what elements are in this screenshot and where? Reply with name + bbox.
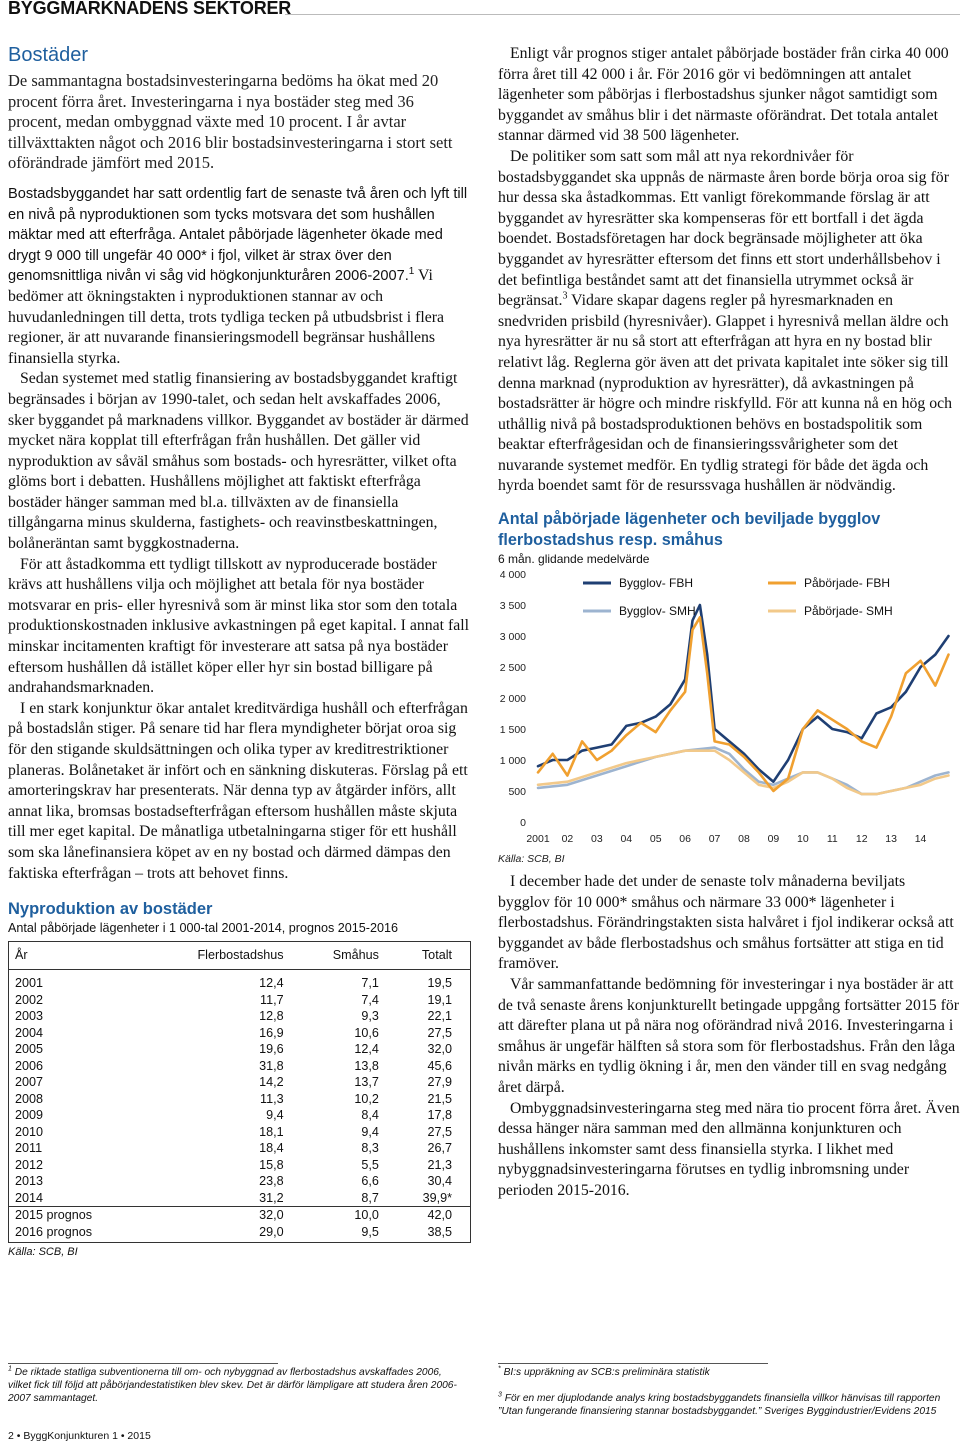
y-tick-label: 2 500 <box>499 662 526 675</box>
table-row <box>9 1091 471 1108</box>
table-header-total: Totalt <box>397 942 471 970</box>
legend-label-1: Påbörjade- FBH <box>804 576 891 591</box>
cell-year: 2005 <box>15 1042 44 1057</box>
cell-total: 27,5 <box>427 1124 452 1139</box>
y-tick-label: 1 500 <box>499 724 526 737</box>
x-tick-label: 14 <box>914 833 927 846</box>
x-tick-label: 07 <box>708 833 721 846</box>
footnote-ref-1: 1 <box>408 266 415 278</box>
x-tick-label: 10 <box>797 833 809 846</box>
footnote-ref-3: 3 <box>562 290 568 302</box>
y-tick-label: 500 <box>508 786 526 799</box>
cell-smh: 8,3 <box>361 1141 379 1156</box>
cell-year: 2012 <box>15 1157 44 1172</box>
cell-fbh: 14,2 <box>259 1075 284 1090</box>
housing-table <box>8 941 471 1243</box>
right-paragraph-5: Ombyggnadsinvesteringarna steg med nära tio procent förra året. Även dessa hänger nära samman med den allmänna konjunkturen och hushållens inkomster samt dess finansiella styrka. I likhet med nybyggnadsinvesteringarna förutses en tydlig inbromsning under perioden 2015-2016. <box>498 1099 960 1199</box>
series-line-1 <box>538 617 949 791</box>
paragraph-1 <box>8 184 470 369</box>
table-row <box>9 1058 471 1075</box>
table-row <box>9 1074 471 1091</box>
legend-label-0: Bygglov- FBH <box>619 576 694 591</box>
section-title: BYGGMARKNADENS SEKTORER <box>8 0 292 18</box>
chart-subtitle: 6 mån. glidande medelvärde <box>498 552 650 567</box>
cell-smh: 7,4 <box>361 992 379 1007</box>
cell-year: 2009 <box>15 1108 44 1123</box>
cell-year: 2001 <box>15 976 44 991</box>
x-tick-label: 04 <box>620 833 633 846</box>
right-paragraph-2-part-a: De politiker som satt som mål att nya rekordnivåer för bostadsbyggandet ska uppnås de närmaste åren borde börja oroa sig för hur dessa ska åstadkommas. Ett vanligt förekommande förslag är att byggandet av hyresrätter ska kompenseras för ett bortfall i det ägda boendet. Bostadsföretagen har dock begränsade möjligheter att öka byggandet av hyresrätter eftersom det finns ett stort underhållsbehov i det befintliga beståndet samt att det finansiella utrymmet också är begränsat. <box>498 147 949 310</box>
y-tick-label: 2 000 <box>499 693 526 706</box>
cell-smh: 5,5 <box>361 1157 379 1172</box>
table-row <box>9 1140 471 1157</box>
table-row <box>9 1107 471 1124</box>
table-subtitle: Antal påbörjade lägenheter i 1 000-tal 2001-2014, prognos 2015-2016 <box>8 921 399 936</box>
lead-paragraph: De sammantagna bostadsinvesteringarna bedöms ha ökat med 20 procent förra året. Investeringarna i nya bostäder steg med 36 procent, medan ombyggnad växte med 10 procent. I år avtar tillväxttakten något och 2016 blir bostadsinvesteringarna i stort sett oförändrade jämfört med 2015. <box>8 71 453 173</box>
table-header-smh: Småhus <box>302 942 397 970</box>
y-tick-label: 1 000 <box>499 755 526 768</box>
cell-year: 2014 <box>15 1190 44 1205</box>
cell-total: 39,9* <box>422 1190 452 1205</box>
x-tick-label: 03 <box>591 833 603 846</box>
cell-fbh: 31,8 <box>259 1058 284 1073</box>
table-body <box>9 970 471 1243</box>
cell-smh: 10,2 <box>354 1091 379 1106</box>
cell-fbh: 12,8 <box>259 1009 284 1024</box>
cell-fbh: 29,0 <box>259 1224 284 1239</box>
table-row <box>9 1008 471 1025</box>
table-header-fbh: Flerbostadshus <box>150 942 301 970</box>
cell-year: 2007 <box>15 1075 44 1090</box>
cell-total: 26,7 <box>427 1141 452 1156</box>
x-tick-label: 11 <box>826 833 838 846</box>
footnote-3-text: För en mer djuplodande analys kring bostadsbyggandets finansiella villkor hänvisas till rapporten ”Utan fungerande finansiering stannar bostadsbyggandet.” Sveriges Byggindustrier/Evidens 2015 <box>498 1393 941 1417</box>
right-paragraph-2 <box>498 147 960 497</box>
table-row <box>9 1041 471 1058</box>
x-tick-label: 09 <box>767 833 780 846</box>
footnote-star-text: BI:s uppräkning av SCB:s preliminära statistik <box>503 1367 710 1378</box>
cell-year: 2004 <box>15 1025 44 1040</box>
right-paragraph-3: I december hade det under de senaste tolv månaderna beviljats bygglov för 10 000* småhus och närmare 33 000* lägenheter i flerbostadshus. Förändringstakten sista halvåret i fjol indikerar också att byggandet av både flerbostadshus och småhus fortsätter att stiga en tid framöver. <box>498 873 954 973</box>
cell-smh: 8,7 <box>361 1190 379 1205</box>
cell-fbh: 18,4 <box>259 1141 284 1156</box>
paragraph-1-part-a: Bostadsbyggandet har satt ordentlig fart de senaste två åren och lyft till en nivå på nyproduktionen som tycks motsvara det som hushållen mäktar med att efterfråga. <box>8 185 468 244</box>
table-header-row <box>9 942 471 970</box>
cell-year: 2015 prognos <box>9 1207 151 1224</box>
cell-year: 2013 <box>15 1174 44 1189</box>
heading-bostader: Bostäder <box>8 44 89 66</box>
cell-total: 27,9 <box>427 1075 452 1090</box>
cell-year: 2006 <box>15 1058 44 1073</box>
cell-smh: 6,6 <box>361 1174 379 1189</box>
paragraph-1-part-c: Vi bedömer att ökningstakten i nyproduktionen stannar av och huvudanledningen till detta, trots tydliga tecken på utbudsbrist i flera regioner, är att nuvarande finansieringsmodell begränsar hushållens finansiella styrka. <box>8 267 445 367</box>
table-row <box>9 1157 471 1174</box>
top-rule <box>285 14 960 15</box>
cell-fbh: 11,3 <box>260 1091 284 1106</box>
cell-smh: 10,0 <box>302 1207 397 1224</box>
right-column <box>498 44 960 1202</box>
y-tick-label: 3 500 <box>499 600 526 613</box>
cell-total: 27,5 <box>427 1025 452 1040</box>
cell-fbh: 15,8 <box>259 1157 284 1172</box>
footnote-3-marker: 3 <box>498 1391 502 1399</box>
y-tick-label: 4 000 <box>499 569 526 582</box>
cell-smh: 13,8 <box>354 1058 379 1073</box>
cell-fbh: 23,8 <box>259 1174 284 1189</box>
cell-total: 22,1 <box>427 1009 452 1024</box>
cell-year: 2002 <box>15 992 44 1007</box>
cell-smh: 10,6 <box>354 1025 379 1040</box>
paragraph-3: För att åstadkomma ett tydligt tillskott av nyproducerade bostäder krävs att hushållens vilja och möjlighet att betala för nya bostäder motsvarar en pris- eller hyresnivå som är minst lika stor som den totala produktionskostnaden inklusive avkastningen på eget kapital. I annat fall minskar incitamenten kraftigt för investerare att satsa på nya bostäder eftersom hushållen då istället köper eller hyr sin bostad billigare på andrahandsmarknaden. <box>8 555 470 697</box>
cell-smh: 9,5 <box>361 1224 379 1239</box>
footnote-1 <box>8 1366 463 1405</box>
table-row <box>9 1124 471 1141</box>
footnote-1-marker: 1 <box>8 1365 12 1373</box>
chart-title: Antal påbörjade lägenheter och beviljade bygglov flerbostadshus resp. småhus <box>498 510 881 550</box>
cell-fbh: 32,0 <box>150 1207 301 1224</box>
cell-total: 19,5 <box>427 976 452 991</box>
chart-source: Källa: SCB, BI <box>498 853 565 866</box>
footnote-star <box>498 1366 953 1379</box>
y-tick-label: 0 <box>520 817 526 830</box>
cell-smh: 7,1 <box>361 976 379 991</box>
cell-smh: 9,4 <box>361 1124 379 1139</box>
cell-fbh: 18,1 <box>259 1124 284 1139</box>
table-row <box>9 1224 471 1243</box>
table-source: Källa: SCB, BI <box>8 1246 78 1259</box>
legend-label-3: Påbörjade- SMH <box>804 604 893 619</box>
cell-fbh: 9,4 <box>266 1108 284 1123</box>
x-tick-label: 02 <box>561 833 574 846</box>
cell-fbh: 19,6 <box>259 1042 284 1057</box>
paragraph-2: Sedan systemet med statlig finansiering av bostadsbyggandet kraftigt begränsades i början av 1990-talet, och sedan helt avskaffades 2006, sker byggandet på marknadens villkor. Byggandet av bostäder är därmed mycket nära kopplat till efterfrågan från hushållen. Det gäller vid nyproduktion av såväl småhus som bostads- och hyresrätter, vilket ofta glöms bort i debatten. Hushållens möjlighet att faktiskt efterfråga bostäder hänger samman med bl.a. tillväxten av de finansiella tillgångarna minus skulderna, fastighets- och reavinstbeskattningen, bolåneräntan samt byggkostnaderna. <box>8 370 469 553</box>
right-paragraph-2-part-b: Vidare skapar dagens regler på hyresmarknaden en snedvriden prisbild (hyresnivåer). Glappet i hyresnivå mellan äldre och nya hyresrätter är nu så stort att efterfrågan att hyra en ny bostad blir relativt låg. Reglerna gör även att det privata kapitalet inte söker sig till denna marknad (nyproduktion av hyresrätter), då avkastningen på bostadsrätter är högre och mindre riskfylld. För att kunna nå en hög och uthållig nivå på bostadsproduktionen behövs en bostadspolitik som beaktar efterfrågesidan och de finansieringssvårigheter som det nuvarande systemet medför. En tydlig strategi för både det ägda och hyrda boendet samt för de resurssvaga hushållen är nödvändig. <box>498 292 953 495</box>
footnote-rule-right <box>498 1363 768 1364</box>
cell-smh: 8,4 <box>361 1108 379 1123</box>
footnote-1-text: De riktade statliga subventionerna till om- och nybyggnad av flerbostadshus avskaffades 2006, vilket fick till följd att påbörjandestatistiken blev skev. Det är därför lämpligare att studera åren 2006-2007 sammantaget. <box>8 1367 457 1404</box>
left-column <box>8 44 470 1258</box>
cell-total: 38,5 <box>427 1224 452 1239</box>
footnote-3 <box>498 1392 953 1418</box>
cell-fbh: 12,4 <box>259 976 284 991</box>
paragraph-1-part-b: Antalet påbörjade lägenheter ökade med drygt 9 000 till ungefär 40 000* i fjol, vilket är strax över den genomsnittliga nivån vi såg vid högkonjunkturåren 2006-2007. <box>8 227 443 285</box>
cell-year: 2011 <box>15 1141 43 1156</box>
cell-total: 42,0 <box>397 1207 471 1224</box>
legend-label-2: Bygglov- SMH <box>619 604 696 619</box>
cell-smh: 13,7 <box>354 1075 379 1090</box>
table-header-year: År <box>9 942 151 970</box>
page-footer: 2 • ByggKonjunkturen 1 • 2015 <box>8 1430 151 1442</box>
table-row <box>9 1025 471 1042</box>
x-tick-label: 05 <box>649 833 662 846</box>
cell-total: 30,4 <box>427 1174 452 1189</box>
x-tick-label: 08 <box>738 833 750 846</box>
line-chart <box>498 566 960 866</box>
table-row <box>9 1207 471 1224</box>
cell-year: 2010 <box>15 1124 44 1139</box>
x-tick-label: 13 <box>885 833 897 846</box>
cell-fbh: 11,7 <box>260 992 284 1007</box>
footnote-rule-left <box>8 1363 278 1364</box>
paragraph-4: I en stark konjunktur ökar antalet kreditvärdiga hushåll och efterfrågan på bostadslån stiger. På senare tid har flera myndigheter börjat oroa sig för den stigande skuldsättningen och olika typer av kreditrestriktioner planeras. Bolånetaket är infört och en sänkning diskuteras. Förslag på ett amorteringskrav har presenterats. När denna typ av åtgärder införs, allt annat lika, bromsas bostadsefterfrågan eftersom hushållen måste skjuta till mer eget kapital. De månatliga utbetalningarna stiger för ett hushåll som ska lånefinansiera köpet av en ny bostad och därmed dämpas den faktiska efterfrågan – trots att behovet finns. <box>8 699 468 882</box>
table-row <box>9 992 471 1009</box>
cell-smh: 12,4 <box>354 1042 379 1057</box>
table-title: Nyproduktion av bostäder <box>8 900 213 919</box>
cell-fbh: 31,2 <box>259 1190 284 1205</box>
cell-total: 21,5 <box>427 1091 452 1106</box>
table-row <box>9 970 471 992</box>
x-tick-label: 06 <box>679 833 691 846</box>
cell-smh: 9,3 <box>361 1009 379 1024</box>
cell-total: 21,3 <box>427 1157 452 1172</box>
cell-total: 17,8 <box>427 1108 452 1123</box>
x-tick-label: 12 <box>855 833 868 846</box>
x-tick-label: 2001 <box>526 833 550 846</box>
cell-total: 32,0 <box>427 1042 452 1057</box>
cell-total: 45,6 <box>427 1058 452 1073</box>
table-row <box>9 1190 471 1207</box>
cell-year: 2003 <box>15 1009 44 1024</box>
cell-year: 2016 prognos <box>15 1224 93 1239</box>
right-paragraph-4: Vår sammanfattande bedömning för investeringar i nya bostäder är att de två senaste årens konjunkturellt betingade uppgång fortsätter 2015 för att därefter plana ut på nära nog oförändrad nivå 2016. Investeringarna i småhus är ungefär hälften så stora som för flerbostadshus. Från den låga nivån märks en tydlig ökning i år, men den vänder till en svag nedgång året därpå. <box>498 976 960 1096</box>
right-paragraph-1: Enligt vår prognos stiger antalet påbörjade bostäder från cirka 40 000 förra året till 42 000 i år. För 2016 gör vi bedömningen att antalet lägenheter som påbörjas i flerbostadshus sjunker något samtidigt som byggandet av småhus blir i det närmaste oförändrat. Det totala antalet stannar därmed vid 38 500 lägenheter. <box>498 45 949 145</box>
cell-total: 19,1 <box>427 992 452 1007</box>
cell-year: 2008 <box>15 1091 44 1106</box>
footnote-star-marker: * <box>498 1365 501 1373</box>
cell-fbh: 16,9 <box>259 1025 284 1040</box>
table-row <box>9 1173 471 1190</box>
y-tick-label: 3 000 <box>499 631 526 644</box>
